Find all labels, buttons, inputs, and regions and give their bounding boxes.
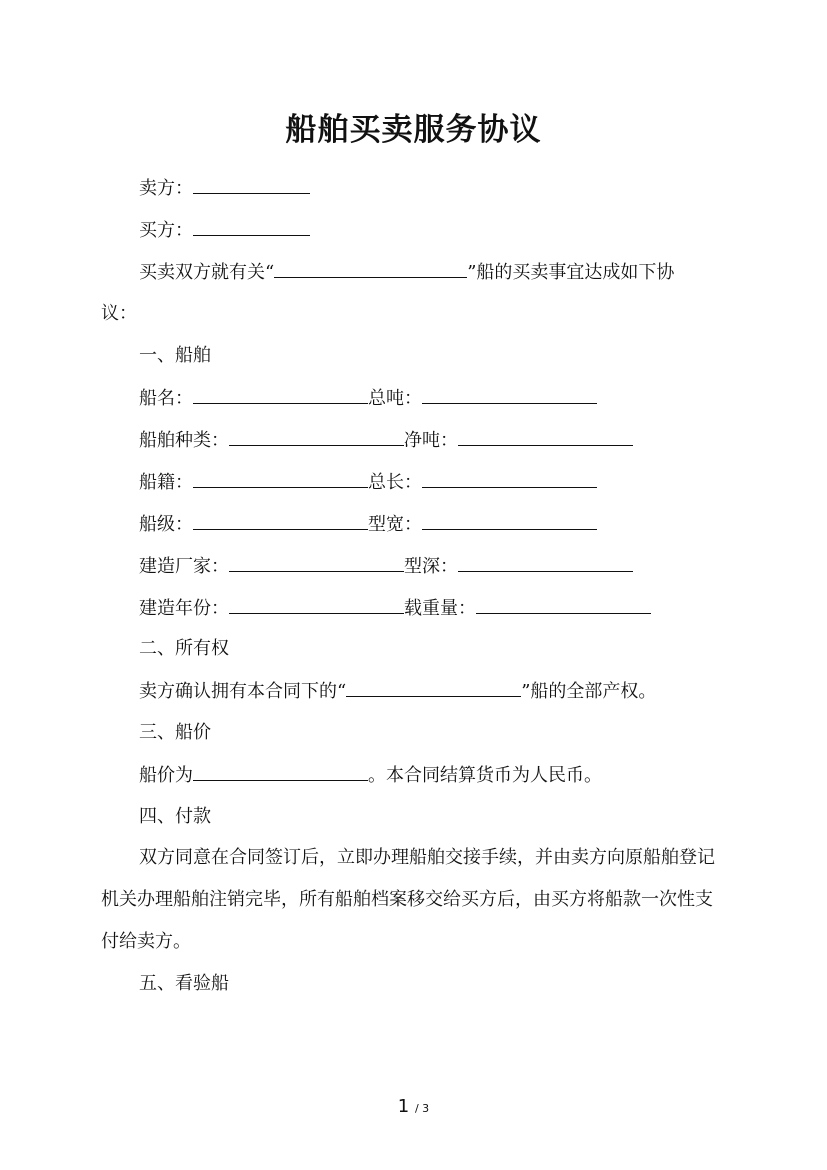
field-blank	[229, 428, 404, 446]
field-label: 型深：	[404, 556, 458, 577]
field-blank	[229, 554, 404, 572]
field-label: 载重量：	[404, 598, 476, 619]
ship-details-row	[139, 554, 633, 579]
ship-details-row	[139, 428, 633, 453]
section-heading: 五、看验船	[139, 973, 229, 994]
field-blank	[193, 386, 368, 404]
field-label: 船舶种类：	[139, 430, 229, 451]
ownership-suffix: ”船的全部产权。	[521, 681, 657, 702]
field-label: 净吨：	[404, 430, 458, 451]
field-blank	[422, 512, 597, 530]
seller-blank	[193, 176, 310, 194]
field-label: 型宽：	[368, 514, 422, 535]
buyer-blank	[193, 218, 310, 236]
document-title: 船舶买卖服务协议	[285, 112, 542, 148]
field-blank	[229, 596, 404, 614]
intro-prefix: 买卖双方就有关“	[139, 262, 275, 283]
price-line	[139, 763, 602, 788]
field-label: 建造厂家：	[139, 556, 229, 577]
ship-details-row	[139, 596, 651, 621]
field-blank	[458, 554, 633, 572]
buyer-line	[139, 218, 310, 243]
field-label: 建造年份：	[139, 598, 229, 619]
ownership-prefix: 卖方确认拥有本合同下的“	[139, 681, 347, 702]
field-label: 总长：	[368, 472, 422, 493]
field-label: 船名：	[139, 388, 193, 409]
seller-line	[139, 176, 310, 201]
page-current: 1	[397, 1096, 410, 1117]
section-heading: 四、付款	[139, 806, 211, 827]
ship-name-blank	[274, 260, 467, 278]
ownership-blank	[346, 679, 521, 697]
intro-line	[139, 260, 674, 285]
ship-details-row	[139, 386, 597, 411]
ownership-line	[139, 679, 656, 704]
field-blank	[193, 470, 368, 488]
page-number	[0, 1096, 827, 1117]
price-prefix: 船价为	[139, 765, 193, 786]
seller-label: 卖方：	[139, 178, 193, 199]
field-label: 船籍：	[139, 472, 193, 493]
intro-wrap-line: 议：	[101, 303, 137, 324]
price-blank	[193, 763, 368, 781]
intro-suffix: ”船的买卖事宜达成如下协	[467, 262, 675, 283]
page-total: / 3	[414, 1102, 430, 1115]
ship-details-row	[139, 470, 597, 495]
payment-paragraph: 双方同意在合同签订后，立即办理船舶交接手续，并由卖方向原船舶登记机关办理船舶注销完毕，所有船舶档案移交给买方后，由买方将船款一次性支付给卖方。	[101, 847, 715, 952]
section-heading: 二、所有权	[139, 638, 229, 659]
ship-details-row	[139, 512, 597, 537]
section-heading: 一、船舶	[139, 345, 211, 366]
field-label: 船级：	[139, 514, 193, 535]
field-blank	[422, 386, 597, 404]
field-label: 总吨：	[368, 388, 422, 409]
field-blank	[422, 470, 597, 488]
field-blank	[476, 596, 651, 614]
field-blank	[458, 428, 633, 446]
buyer-label: 买方：	[139, 220, 193, 241]
field-blank	[193, 512, 368, 530]
price-suffix: 。本合同结算货币为人民币。	[368, 765, 602, 786]
section-heading: 三、船价	[139, 722, 211, 743]
